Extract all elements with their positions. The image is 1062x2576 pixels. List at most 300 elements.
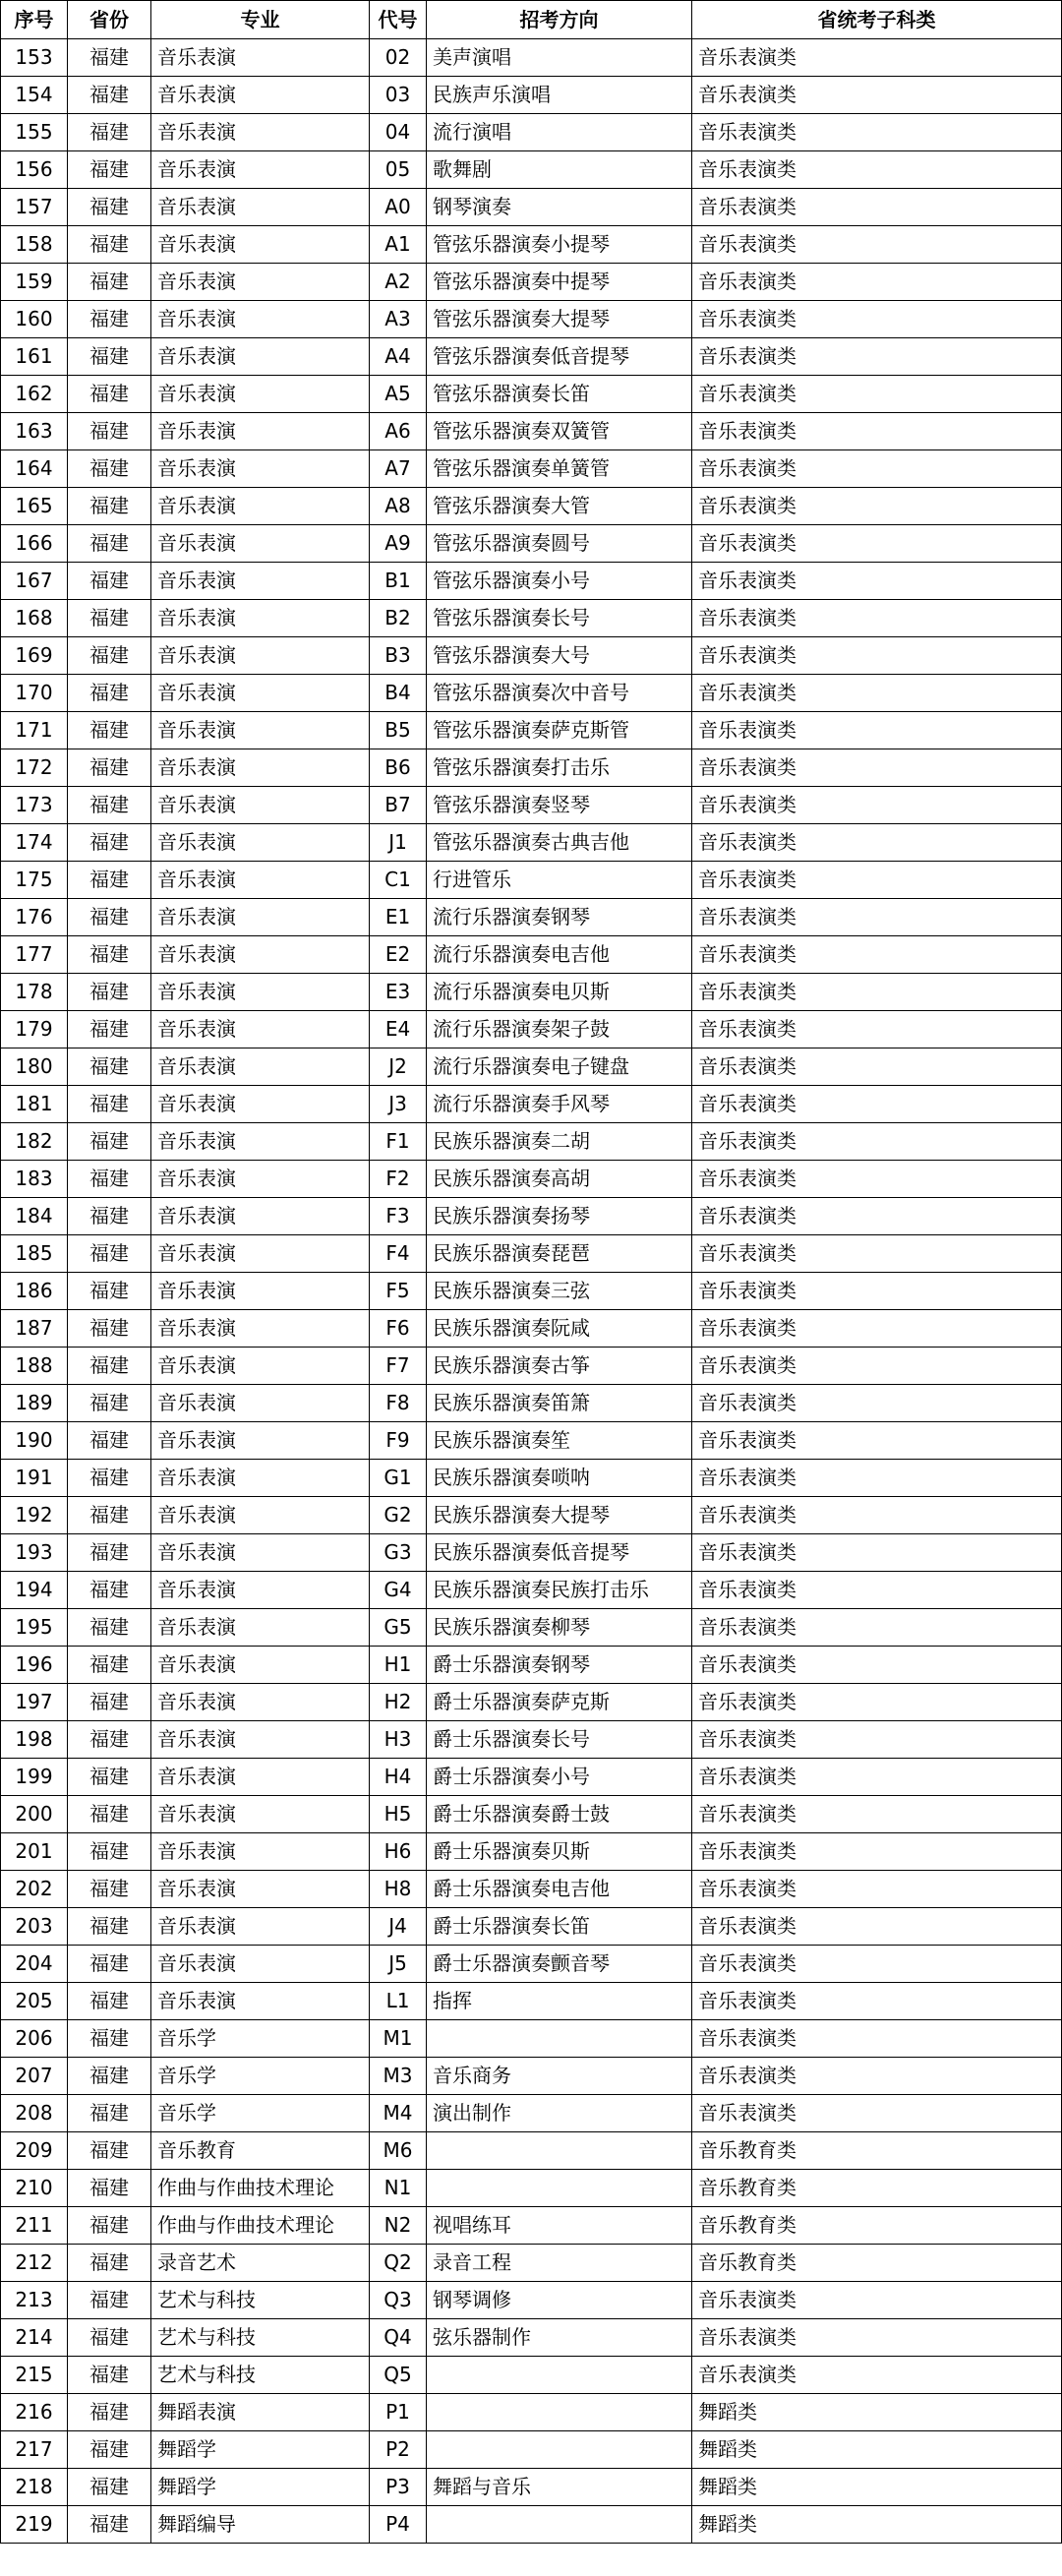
cell-direction: 流行乐器演奏电吉他 [427, 936, 692, 974]
cell-direction: 流行乐器演奏钢琴 [427, 899, 692, 936]
cell-province: 福建 [68, 376, 151, 413]
cell-seq: 185 [1, 1235, 68, 1273]
cell-code: F4 [370, 1235, 427, 1273]
table-row [1, 2394, 1062, 2431]
cell-direction: 民族声乐演唱 [427, 77, 692, 114]
cell-category: 音乐表演类 [692, 563, 1062, 600]
cell-direction: 管弦乐器演奏竖琴 [427, 787, 692, 824]
cell-category: 音乐教育类 [692, 2170, 1062, 2207]
cell-category: 音乐表演类 [692, 1609, 1062, 1647]
cell-code: F5 [370, 1273, 427, 1310]
table-row [1, 1908, 1062, 1946]
cell-code: P1 [370, 2394, 427, 2431]
table-row [1, 226, 1062, 264]
cell-major: 录音艺术 [151, 2245, 370, 2282]
cell-major: 音乐表演 [151, 525, 370, 563]
header-category: 省统考子科类 [692, 1, 1062, 39]
cell-major: 音乐表演 [151, 1385, 370, 1422]
cell-major: 音乐表演 [151, 899, 370, 936]
cell-category: 音乐表演类 [692, 1534, 1062, 1572]
cell-major: 音乐表演 [151, 1310, 370, 1348]
cell-direction: 管弦乐器演奏单簧管 [427, 450, 692, 488]
cell-major: 音乐表演 [151, 488, 370, 525]
cell-code: G4 [370, 1572, 427, 1609]
table-row [1, 488, 1062, 525]
cell-seq: 191 [1, 1460, 68, 1497]
cell-category: 音乐表演类 [692, 338, 1062, 376]
cell-seq: 214 [1, 2319, 68, 2357]
cell-seq: 212 [1, 2245, 68, 2282]
cell-seq: 213 [1, 2282, 68, 2319]
cell-category: 音乐表演类 [692, 1497, 1062, 1534]
cell-seq: 201 [1, 1833, 68, 1871]
cell-seq: 153 [1, 39, 68, 77]
cell-code: J3 [370, 1086, 427, 1123]
cell-category: 音乐表演类 [692, 974, 1062, 1011]
cell-province: 福建 [68, 1198, 151, 1235]
cell-category: 音乐表演类 [692, 1235, 1062, 1273]
cell-code: N1 [370, 2170, 427, 2207]
cell-direction: 民族乐器演奏笙 [427, 1422, 692, 1460]
header-major: 专业 [151, 1, 370, 39]
cell-direction: 爵士乐器演奏贝斯 [427, 1833, 692, 1871]
cell-category: 音乐表演类 [692, 1721, 1062, 1759]
cell-province: 福建 [68, 1647, 151, 1684]
cell-direction: 管弦乐器演奏大管 [427, 488, 692, 525]
header-direction: 招考方向 [427, 1, 692, 39]
cell-province: 福建 [68, 2282, 151, 2319]
table-row [1, 749, 1062, 787]
cell-province: 福建 [68, 2319, 151, 2357]
cell-province: 福建 [68, 1609, 151, 1647]
cell-seq: 155 [1, 114, 68, 151]
cell-category: 音乐表演类 [692, 787, 1062, 824]
cell-province: 福建 [68, 450, 151, 488]
table-row [1, 301, 1062, 338]
table-row [1, 936, 1062, 974]
cell-code: B3 [370, 637, 427, 675]
cell-major: 音乐表演 [151, 376, 370, 413]
cell-direction: 民族乐器演奏扬琴 [427, 1198, 692, 1235]
cell-seq: 163 [1, 413, 68, 450]
cell-province: 福建 [68, 899, 151, 936]
cell-code: F7 [370, 1348, 427, 1385]
cell-direction: 行进管乐 [427, 862, 692, 899]
cell-major: 音乐表演 [151, 1273, 370, 1310]
cell-category: 舞蹈类 [692, 2469, 1062, 2506]
cell-province: 福建 [68, 1833, 151, 1871]
cell-category: 音乐表演类 [692, 936, 1062, 974]
cell-major: 音乐表演 [151, 1235, 370, 1273]
cell-major: 音乐表演 [151, 1721, 370, 1759]
cell-category: 音乐表演类 [692, 450, 1062, 488]
cell-seq: 186 [1, 1273, 68, 1310]
table-row [1, 1796, 1062, 1833]
table-row [1, 151, 1062, 189]
cell-category: 音乐表演类 [692, 1198, 1062, 1235]
cell-code: H2 [370, 1684, 427, 1721]
cell-seq: 165 [1, 488, 68, 525]
cell-code: B2 [370, 600, 427, 637]
cell-code: B5 [370, 712, 427, 749]
cell-code: E1 [370, 899, 427, 936]
cell-seq: 192 [1, 1497, 68, 1534]
cell-major: 音乐表演 [151, 1534, 370, 1572]
header-code: 代号 [370, 1, 427, 39]
cell-direction: 民族乐器演奏低音提琴 [427, 1534, 692, 1572]
cell-category: 音乐表演类 [692, 1572, 1062, 1609]
cell-code: P4 [370, 2506, 427, 2544]
cell-seq: 171 [1, 712, 68, 749]
table-row [1, 2506, 1062, 2544]
cell-direction [427, 2394, 692, 2431]
cell-direction: 流行演唱 [427, 114, 692, 151]
table-row [1, 2020, 1062, 2058]
cell-code: F8 [370, 1385, 427, 1422]
cell-province: 福建 [68, 637, 151, 675]
cell-province: 福建 [68, 1796, 151, 1833]
cell-seq: 180 [1, 1048, 68, 1086]
cell-direction: 爵士乐器演奏颤音琴 [427, 1946, 692, 1983]
cell-major: 音乐表演 [151, 787, 370, 824]
cell-major: 艺术与科技 [151, 2357, 370, 2394]
cell-major: 音乐表演 [151, 1609, 370, 1647]
table-row [1, 1348, 1062, 1385]
cell-direction: 民族乐器演奏柳琴 [427, 1609, 692, 1647]
cell-direction: 管弦乐器演奏双簧管 [427, 413, 692, 450]
cell-direction: 管弦乐器演奏长笛 [427, 376, 692, 413]
cell-category: 音乐表演类 [692, 1759, 1062, 1796]
cell-direction: 视唱练耳 [427, 2207, 692, 2245]
cell-code: F9 [370, 1422, 427, 1460]
cell-major: 音乐表演 [151, 974, 370, 1011]
cell-seq: 178 [1, 974, 68, 1011]
table-row [1, 1011, 1062, 1048]
cell-province: 福建 [68, 1684, 151, 1721]
cell-seq: 166 [1, 525, 68, 563]
cell-category: 音乐表演类 [692, 1422, 1062, 1460]
cell-code: A2 [370, 264, 427, 301]
cell-category: 音乐教育类 [692, 2132, 1062, 2170]
cell-province: 福建 [68, 338, 151, 376]
cell-province: 福建 [68, 1422, 151, 1460]
cell-province: 福建 [68, 2170, 151, 2207]
cell-code: J5 [370, 1946, 427, 1983]
cell-province: 福建 [68, 563, 151, 600]
cell-major: 音乐表演 [151, 1684, 370, 1721]
cell-province: 福建 [68, 1721, 151, 1759]
cell-major: 音乐表演 [151, 824, 370, 862]
table-row [1, 1759, 1062, 1796]
cell-major: 音乐表演 [151, 1871, 370, 1908]
cell-direction [427, 2020, 692, 2058]
cell-seq: 161 [1, 338, 68, 376]
cell-province: 福建 [68, 2431, 151, 2469]
cell-province: 福建 [68, 862, 151, 899]
cell-code: A7 [370, 450, 427, 488]
cell-seq: 204 [1, 1946, 68, 1983]
cell-major: 音乐表演 [151, 1946, 370, 1983]
table-row [1, 1310, 1062, 1348]
table-row [1, 675, 1062, 712]
cell-direction: 管弦乐器演奏大提琴 [427, 301, 692, 338]
cell-seq: 207 [1, 2058, 68, 2095]
cell-major: 舞蹈学 [151, 2469, 370, 2506]
cell-category: 音乐表演类 [692, 1273, 1062, 1310]
cell-province: 福建 [68, 824, 151, 862]
cell-code: C1 [370, 862, 427, 899]
table-row [1, 2095, 1062, 2132]
cell-category: 音乐表演类 [692, 1048, 1062, 1086]
cell-province: 福建 [68, 712, 151, 749]
cell-category: 音乐表演类 [692, 712, 1062, 749]
cell-category: 音乐表演类 [692, 899, 1062, 936]
cell-province: 福建 [68, 1011, 151, 1048]
cell-code: Q3 [370, 2282, 427, 2319]
cell-code: P3 [370, 2469, 427, 2506]
cell-major: 音乐表演 [151, 114, 370, 151]
cell-major: 音乐表演 [151, 1198, 370, 1235]
cell-code: P2 [370, 2431, 427, 2469]
cell-category: 音乐表演类 [692, 2319, 1062, 2357]
cell-code: E4 [370, 1011, 427, 1048]
table-row [1, 1609, 1062, 1647]
cell-seq: 205 [1, 1983, 68, 2020]
cell-seq: 181 [1, 1086, 68, 1123]
cell-direction: 管弦乐器演奏低音提琴 [427, 338, 692, 376]
cell-direction: 演出制作 [427, 2095, 692, 2132]
cell-direction: 爵士乐器演奏钢琴 [427, 1647, 692, 1684]
cell-direction: 民族乐器演奏唢呐 [427, 1460, 692, 1497]
cell-direction [427, 2431, 692, 2469]
cell-direction: 民族乐器演奏琵琶 [427, 1235, 692, 1273]
cell-category: 音乐表演类 [692, 600, 1062, 637]
cell-code: H4 [370, 1759, 427, 1796]
table-header-row [1, 1, 1062, 39]
cell-category: 音乐表演类 [692, 1647, 1062, 1684]
table-row [1, 2282, 1062, 2319]
cell-seq: 203 [1, 1908, 68, 1946]
cell-code: M3 [370, 2058, 427, 2095]
cell-major: 音乐表演 [151, 301, 370, 338]
table-row [1, 2357, 1062, 2394]
cell-direction: 民族乐器演奏大提琴 [427, 1497, 692, 1534]
cell-category: 音乐表演类 [692, 488, 1062, 525]
cell-code: A5 [370, 376, 427, 413]
cell-province: 福建 [68, 151, 151, 189]
cell-category: 音乐表演类 [692, 2095, 1062, 2132]
table-row [1, 2319, 1062, 2357]
cell-category: 音乐表演类 [692, 1833, 1062, 1871]
cell-direction: 民族乐器演奏民族打击乐 [427, 1572, 692, 1609]
cell-major: 艺术与科技 [151, 2282, 370, 2319]
cell-major: 音乐表演 [151, 749, 370, 787]
table-row [1, 1198, 1062, 1235]
cell-province: 福建 [68, 1983, 151, 2020]
cell-code: H6 [370, 1833, 427, 1871]
cell-major: 音乐表演 [151, 1123, 370, 1161]
cell-seq: 169 [1, 637, 68, 675]
cell-direction: 管弦乐器演奏大号 [427, 637, 692, 675]
cell-direction: 美声演唱 [427, 39, 692, 77]
cell-seq: 206 [1, 2020, 68, 2058]
cell-category: 音乐表演类 [692, 2357, 1062, 2394]
cell-seq: 197 [1, 1684, 68, 1721]
cell-code: J2 [370, 1048, 427, 1086]
cell-major: 音乐表演 [151, 1460, 370, 1497]
table-row [1, 114, 1062, 151]
cell-direction: 民族乐器演奏三弦 [427, 1273, 692, 1310]
cell-direction: 音乐商务 [427, 2058, 692, 2095]
cell-code: 03 [370, 77, 427, 114]
cell-direction: 爵士乐器演奏萨克斯 [427, 1684, 692, 1721]
cell-direction: 管弦乐器演奏打击乐 [427, 749, 692, 787]
cell-seq: 216 [1, 2394, 68, 2431]
cell-code: M1 [370, 2020, 427, 2058]
cell-category: 音乐表演类 [692, 749, 1062, 787]
cell-direction: 钢琴演奏 [427, 189, 692, 226]
cell-category: 音乐表演类 [692, 862, 1062, 899]
cell-province: 福建 [68, 2207, 151, 2245]
cell-major: 作曲与作曲技术理论 [151, 2170, 370, 2207]
cell-category: 音乐表演类 [692, 525, 1062, 563]
table-row [1, 2132, 1062, 2170]
cell-province: 福建 [68, 2506, 151, 2544]
cell-major: 作曲与作曲技术理论 [151, 2207, 370, 2245]
cell-major: 音乐表演 [151, 1497, 370, 1534]
cell-seq: 158 [1, 226, 68, 264]
cell-code: J1 [370, 824, 427, 862]
cell-province: 福建 [68, 525, 151, 563]
cell-category: 音乐表演类 [692, 151, 1062, 189]
cell-code: E2 [370, 936, 427, 974]
cell-province: 福建 [68, 413, 151, 450]
cell-seq: 160 [1, 301, 68, 338]
cell-seq: 199 [1, 1759, 68, 1796]
cell-seq: 200 [1, 1796, 68, 1833]
cell-code: A1 [370, 226, 427, 264]
cell-seq: 157 [1, 189, 68, 226]
cell-province: 福建 [68, 1572, 151, 1609]
cell-category: 音乐表演类 [692, 2282, 1062, 2319]
cell-seq: 193 [1, 1534, 68, 1572]
table-row [1, 1983, 1062, 2020]
cell-code: A0 [370, 189, 427, 226]
cell-seq: 167 [1, 563, 68, 600]
cell-category: 音乐表演类 [692, 1460, 1062, 1497]
cell-seq: 218 [1, 2469, 68, 2506]
table-row [1, 1497, 1062, 1534]
cell-seq: 156 [1, 151, 68, 189]
cell-province: 福建 [68, 1048, 151, 1086]
cell-province: 福建 [68, 1086, 151, 1123]
cell-category: 音乐表演类 [692, 114, 1062, 151]
cell-direction: 爵士乐器演奏长号 [427, 1721, 692, 1759]
cell-direction: 民族乐器演奏二胡 [427, 1123, 692, 1161]
cell-direction [427, 2357, 692, 2394]
table-row [1, 1235, 1062, 1273]
cell-seq: 177 [1, 936, 68, 974]
cell-direction: 民族乐器演奏高胡 [427, 1161, 692, 1198]
cell-code: 05 [370, 151, 427, 189]
cell-category: 舞蹈类 [692, 2394, 1062, 2431]
cell-code: G2 [370, 1497, 427, 1534]
cell-province: 福建 [68, 114, 151, 151]
cell-province: 福建 [68, 600, 151, 637]
table-row [1, 338, 1062, 376]
table-row [1, 862, 1062, 899]
cell-major: 音乐表演 [151, 1011, 370, 1048]
cell-major: 音乐表演 [151, 862, 370, 899]
cell-seq: 217 [1, 2431, 68, 2469]
cell-major: 音乐表演 [151, 413, 370, 450]
cell-major: 音乐表演 [151, 637, 370, 675]
cell-major: 音乐表演 [151, 1833, 370, 1871]
table-row [1, 2207, 1062, 2245]
cell-code: H1 [370, 1647, 427, 1684]
table-row [1, 1946, 1062, 1983]
cell-direction: 爵士乐器演奏小号 [427, 1759, 692, 1796]
cell-seq: 209 [1, 2132, 68, 2170]
cell-major: 音乐表演 [151, 563, 370, 600]
cell-major: 音乐表演 [151, 1759, 370, 1796]
table-row [1, 1385, 1062, 1422]
cell-code: B4 [370, 675, 427, 712]
cell-province: 福建 [68, 1123, 151, 1161]
cell-seq: 170 [1, 675, 68, 712]
table-row [1, 77, 1062, 114]
cell-category: 音乐表演类 [692, 824, 1062, 862]
cell-code: M4 [370, 2095, 427, 2132]
cell-seq: 187 [1, 1310, 68, 1348]
table-row [1, 1833, 1062, 1871]
table-row [1, 2469, 1062, 2506]
table-row [1, 637, 1062, 675]
cell-code: B6 [370, 749, 427, 787]
cell-direction: 管弦乐器演奏古典吉他 [427, 824, 692, 862]
table-row [1, 2431, 1062, 2469]
cell-province: 福建 [68, 226, 151, 264]
cell-major: 音乐表演 [151, 264, 370, 301]
cell-major: 音乐表演 [151, 1647, 370, 1684]
cell-seq: 198 [1, 1721, 68, 1759]
cell-major: 音乐学 [151, 2020, 370, 2058]
table-row [1, 2058, 1062, 2095]
cell-seq: 196 [1, 1647, 68, 1684]
cell-code: A8 [370, 488, 427, 525]
cell-seq: 184 [1, 1198, 68, 1235]
cell-direction: 流行乐器演奏电子键盘 [427, 1048, 692, 1086]
cell-major: 音乐表演 [151, 600, 370, 637]
cell-province: 福建 [68, 1759, 151, 1796]
cell-province: 福建 [68, 2132, 151, 2170]
cell-category: 音乐表演类 [692, 1348, 1062, 1385]
table-row [1, 2245, 1062, 2282]
cell-major: 音乐表演 [151, 1422, 370, 1460]
cell-direction: 管弦乐器演奏圆号 [427, 525, 692, 563]
cell-province: 福建 [68, 1871, 151, 1908]
cell-direction: 管弦乐器演奏次中音号 [427, 675, 692, 712]
cell-seq: 159 [1, 264, 68, 301]
cell-province: 福建 [68, 1385, 151, 1422]
cell-province: 福建 [68, 1908, 151, 1946]
cell-category: 音乐表演类 [692, 1123, 1062, 1161]
cell-code: N2 [370, 2207, 427, 2245]
cell-province: 福建 [68, 2245, 151, 2282]
cell-code: M6 [370, 2132, 427, 2170]
cell-province: 福建 [68, 749, 151, 787]
table-row [1, 1123, 1062, 1161]
